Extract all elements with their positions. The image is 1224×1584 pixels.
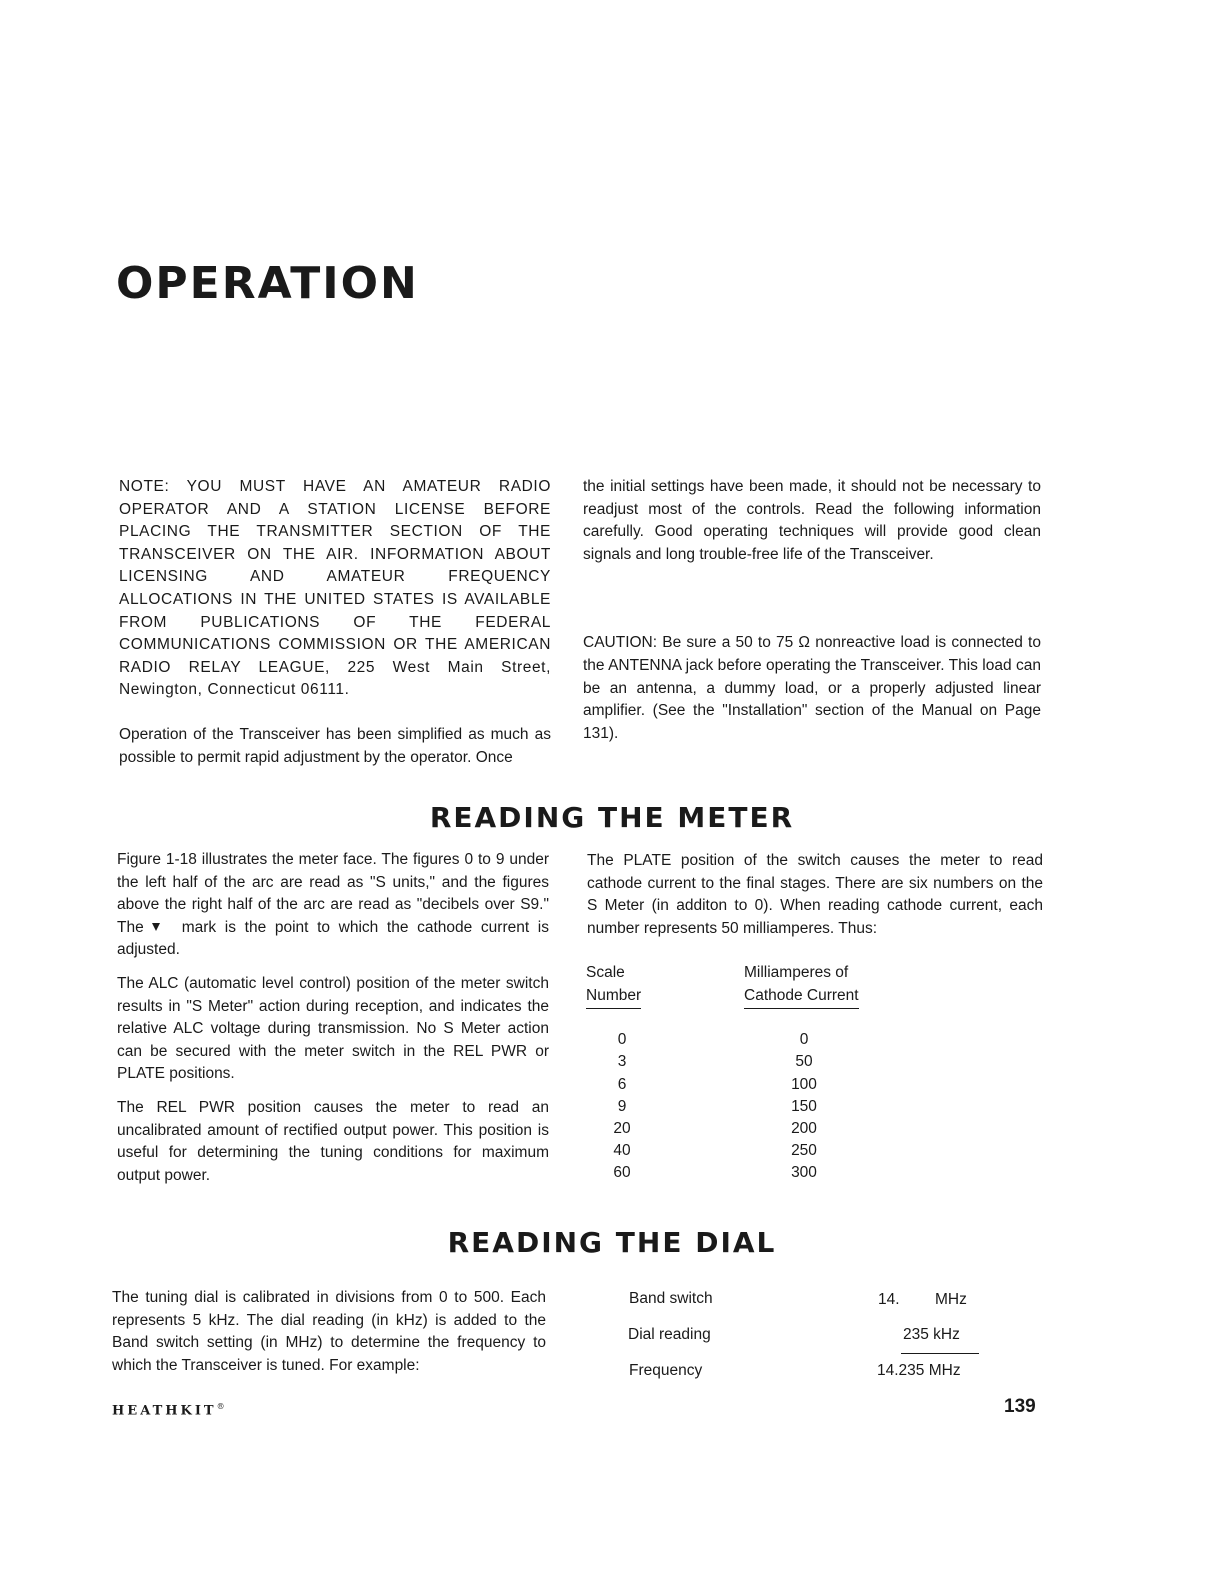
milliamperes-header: Milliamperes of Cathode Current [744, 962, 884, 1009]
meter-right-column [587, 850, 1043, 940]
table-row [586, 1051, 884, 1073]
meter-face-text-end: mark is the point to which the cathode current is adjusted. [117, 918, 549, 959]
scale-table-container [586, 962, 884, 1185]
band-switch-unit: MHz [935, 1291, 967, 1308]
plate-paragraph: The PLATE position of the switch causes the meter to read cathode current to the final stages. There are six numbers on the S Meter (in additon to 0). When reading cathode current, each number represents 50 milliamperes. Thus: [587, 852, 1043, 937]
scale-number-cell: 3 [617, 1053, 627, 1071]
meter-face-paragraph [117, 849, 549, 962]
frequency-value: 14.235 MHz [877, 1362, 961, 1379]
dial-section-heading: READING THE DIAL [447, 1226, 777, 1259]
dial-paragraph: The tuning dial is calibrated in divisions from 0 to 500. Each represents 5 kHz. The dial reading (in kHz) is added to the Band switch setting (in MHz) to determine the frequency to which the Transceiver is tuned. For example: [112, 1289, 546, 1374]
frequency-label: Frequency [629, 1362, 703, 1379]
caution-paragraph: CAUTION: Be sure a 50 to 75 Ω nonreactive load is connected to the ANTENNA jack before operating the Transceiver. This load can be an antenna, a dummy load, or a properly adjusted linear amplifier. (See the "Installation" section of the Manual on Page 131). [583, 634, 1041, 742]
operation-intro-paragraph: Operation of the Transceiver has been simplified as much as possible to permit rapid adjustment by the operator. Once [119, 725, 551, 766]
alc-paragraph: The ALC (automatic level control) position of the meter switch results in "S Meter" action during reception, and indicates the relative ALC voltage during transmission. No S Meter action can be secured with the meter switch in the REL PWR or PLATE positions. [117, 974, 549, 1083]
table-row [586, 1096, 884, 1118]
heathkit-logo: HEATHKIT® [112, 1402, 225, 1419]
milliamperes-cell: 100 [791, 1075, 817, 1093]
table-row [586, 1074, 884, 1096]
milliamperes-cell: 200 [791, 1120, 817, 1137]
dial-reading-value: 235 kHz [903, 1326, 960, 1343]
milliamperes-cell: 50 [795, 1053, 813, 1071]
scale-number-cell: 20 [613, 1120, 631, 1137]
settings-paragraph: the initial settings have been made, it should not be necessary to readjust most of the controls. Read the following information carefully. Good operating techniques will provide good clean signals and long trouble-free life of the Transceiver. [583, 478, 1041, 563]
scale-table [586, 962, 884, 1185]
milliamperes-cell: 300 [791, 1164, 817, 1182]
dial-reading-label: Dial reading [628, 1326, 711, 1343]
table-row [586, 1029, 884, 1051]
dial-left-column [112, 1287, 546, 1377]
scale-number-cell: 0 [617, 1031, 627, 1049]
intro-left-column [119, 476, 551, 769]
rel-pwr-paragraph: The REL PWR position causes the meter to read an uncalibrated amount of rectified output power. This position is useful for determining the tuning conditions for maximum output power. [117, 1098, 549, 1184]
milliamperes-cell: 250 [791, 1142, 817, 1160]
table-row [586, 1162, 884, 1184]
scale-number-cell: 40 [613, 1142, 631, 1160]
scale-number-cell: 60 [613, 1164, 631, 1182]
down-triangle-icon [152, 923, 160, 931]
scale-number-header: Scale Number [586, 962, 744, 1009]
table-row [586, 1118, 884, 1140]
page-title: OPERATION [116, 258, 419, 309]
sum-rule [901, 1353, 979, 1354]
page-number: 139 [1004, 1396, 1036, 1417]
band-switch-label: Band switch [629, 1290, 713, 1307]
license-note: NOTE: YOU MUST HAVE AN AMATEUR RADIO OPERATOR AND A STATION LICENSE BEFORE PLACING THE TRANSMITTER SECTION OF THE TRANSCEIVER ON THE AIR. INFORMATION ABOUT LICENSING AND AMATEUR FREQUENCY ALLOCATIONS IN THE UNITED STATES IS AVAILABLE FROM PUBLICATIONS OF THE FEDERAL COMMUNICATIONS COMMISSION OR THE AMERICAN RADIO RELAY LEAGUE, 225 West Main Street, Newington, Connecticut 06111. [119, 478, 551, 699]
milliamperes-cell: 150 [791, 1097, 817, 1115]
meter-section-heading: READING THE METER [429, 801, 795, 834]
scale-number-cell: 6 [617, 1075, 627, 1093]
scale-number-cell: 9 [617, 1097, 627, 1115]
table-row [586, 1140, 884, 1162]
intro-right-column [583, 476, 1041, 745]
band-switch-value: 14. [878, 1291, 900, 1308]
milliamperes-cell: 0 [799, 1031, 809, 1049]
meter-face-text: Figure 1-18 illustrates the meter face. The figures 0 to 9 under the left half of the arc are read as "S units," and the figures above the right half of the arc are read as "decibels over S9." The [117, 851, 549, 936]
meter-left-column [117, 849, 549, 1187]
